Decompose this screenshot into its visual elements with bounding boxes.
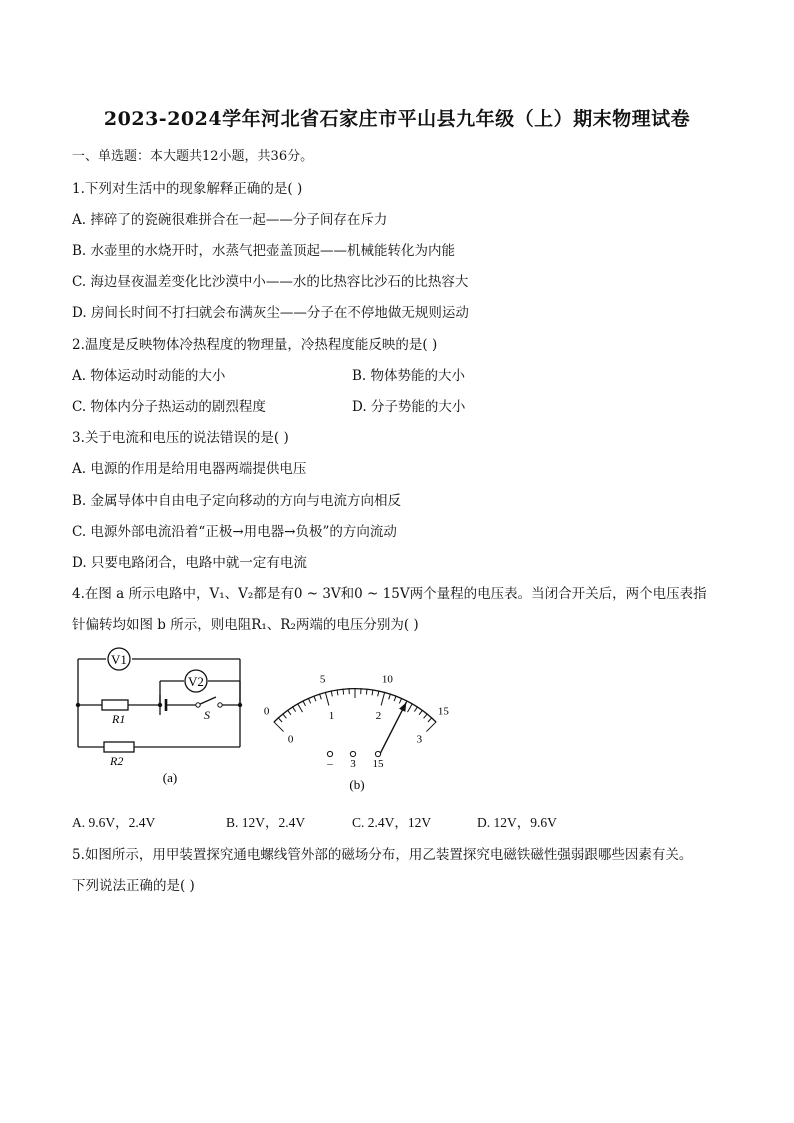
q4-option-a: A. 9.6V，2.4V	[72, 815, 156, 830]
scale-tick	[399, 698, 401, 703]
r1-label: R1	[112, 712, 126, 726]
section-heading: 一、单选题：本大题共12小题，共36分。	[72, 149, 314, 164]
top-scale-label: 15	[437, 705, 449, 718]
q1-option-a: A. 摔碎了的瓷碗很难拼合在一起——分子间存在斥力	[72, 212, 388, 228]
terminal-15: 15	[372, 758, 384, 770]
scale-tick	[426, 722, 436, 732]
q1-option-d: D. 房间长时间不打扫就会布满灰尘——分子在不停地做无规则运动	[72, 305, 469, 321]
q3-option-c: C. 电源外部电流沿着“正极→用电器→负极”的方向流动	[72, 524, 397, 540]
v1-label: V1	[111, 652, 127, 667]
q2-option-d: D. 分子势能的大小	[352, 399, 466, 415]
needle-arrowhead	[399, 702, 406, 712]
q1-option-c: C. 海边昼夜温差变化比沙漠中小——水的比热容比沙石的比热容大	[72, 274, 469, 290]
scale-tick	[283, 714, 287, 719]
top-scale-label: 5	[319, 673, 326, 686]
scale-tick	[408, 703, 413, 712]
page-title: 2023-2024学年河北省石家庄市平山县九年级（上）期末物理试卷	[103, 108, 691, 130]
scale-tick	[303, 701, 306, 706]
bottom-scale-label: 2	[375, 710, 382, 723]
scale-tick	[325, 692, 329, 706]
q5-stem-line2: 下列说法正确的是( )	[72, 878, 195, 894]
q1-stem: 1.下列对生活中的现象解释正确的是( )	[72, 181, 303, 197]
q2-option-c: C. 物体内分子热运动的剧烈程度	[72, 399, 266, 415]
bottom-scale-label: 1	[328, 710, 335, 723]
scale-tick	[308, 698, 310, 703]
q1-option-b: B. 水壶里的水烧开时，水蒸气把壶盖顶起——机械能转化为内能	[72, 243, 456, 259]
scale-tick	[278, 718, 282, 722]
q4-option-b: B. 12V，2.4V	[226, 815, 306, 830]
q3-stem: 3.关于电流和电压的说法错误的是( )	[72, 430, 289, 446]
scale-tick	[419, 710, 423, 715]
voltmeter-dial	[250, 648, 460, 798]
switch-label: S	[204, 708, 210, 722]
q3-option-a: A. 电源的作用是给用电器两端提供电压	[72, 461, 307, 477]
figure-b-caption: (b)	[349, 777, 365, 792]
circuit-diagram	[70, 645, 250, 790]
top-scale-label: 0	[263, 705, 270, 718]
scale-tick	[343, 689, 344, 695]
q3-option-d: D. 只要电路闭合，电路中就一定有电流	[72, 555, 307, 571]
r2-label: R2	[110, 754, 124, 768]
bottom-scale-label: 3	[416, 733, 423, 746]
scale-tick	[292, 707, 295, 712]
scale-tick	[381, 692, 385, 706]
q3-option-b: B. 金属导体中自由电子定向移动的方向与电流方向相反	[72, 493, 402, 509]
scale-tick	[274, 722, 284, 732]
scale-tick	[414, 707, 417, 712]
q4-option-c: C. 2.4V，12V	[352, 815, 432, 830]
needle	[379, 702, 406, 755]
q2-option-b: B. 物体势能的大小	[352, 368, 466, 384]
scale-tick	[287, 710, 291, 715]
q2-option-a: A. 物体运动时动能的大小	[72, 368, 226, 384]
top-scale-label: 10	[381, 673, 393, 686]
q5-stem-line1: 5.如图所示，用甲装置探究通电螺线管外部的磁场分布，用乙装置探究电磁铁磁性强弱跟哪些因素有关。	[72, 847, 693, 863]
scale-tick	[366, 689, 367, 695]
q4-stem-line2: 针偏转均如图 b 所示，则电阻R₁、R₂两端的电压分别为( )	[72, 617, 419, 633]
scale-tick	[424, 714, 428, 719]
q2-stem: 2.温度是反映物体冷热程度的物理量，冷热程度能反映的是( )	[72, 337, 438, 353]
terminal-minus: –	[327, 758, 333, 770]
scale-tick	[428, 718, 432, 722]
terminal-3: 3	[350, 758, 356, 770]
bottom-scale-label: 0	[287, 733, 294, 746]
figure-a-caption: (a)	[162, 770, 178, 785]
v2-label: V2	[188, 674, 204, 689]
q4-stem-line1: 4.在图 a 所示电路中，V₁、V₂都是有0 ~ 3V和0 ~ 15V两个量程的电压表。当闭合开关后，两个电压表指	[72, 586, 707, 602]
q4-option-d: D. 12V，9.6V	[477, 815, 557, 830]
scale-tick	[298, 703, 303, 712]
